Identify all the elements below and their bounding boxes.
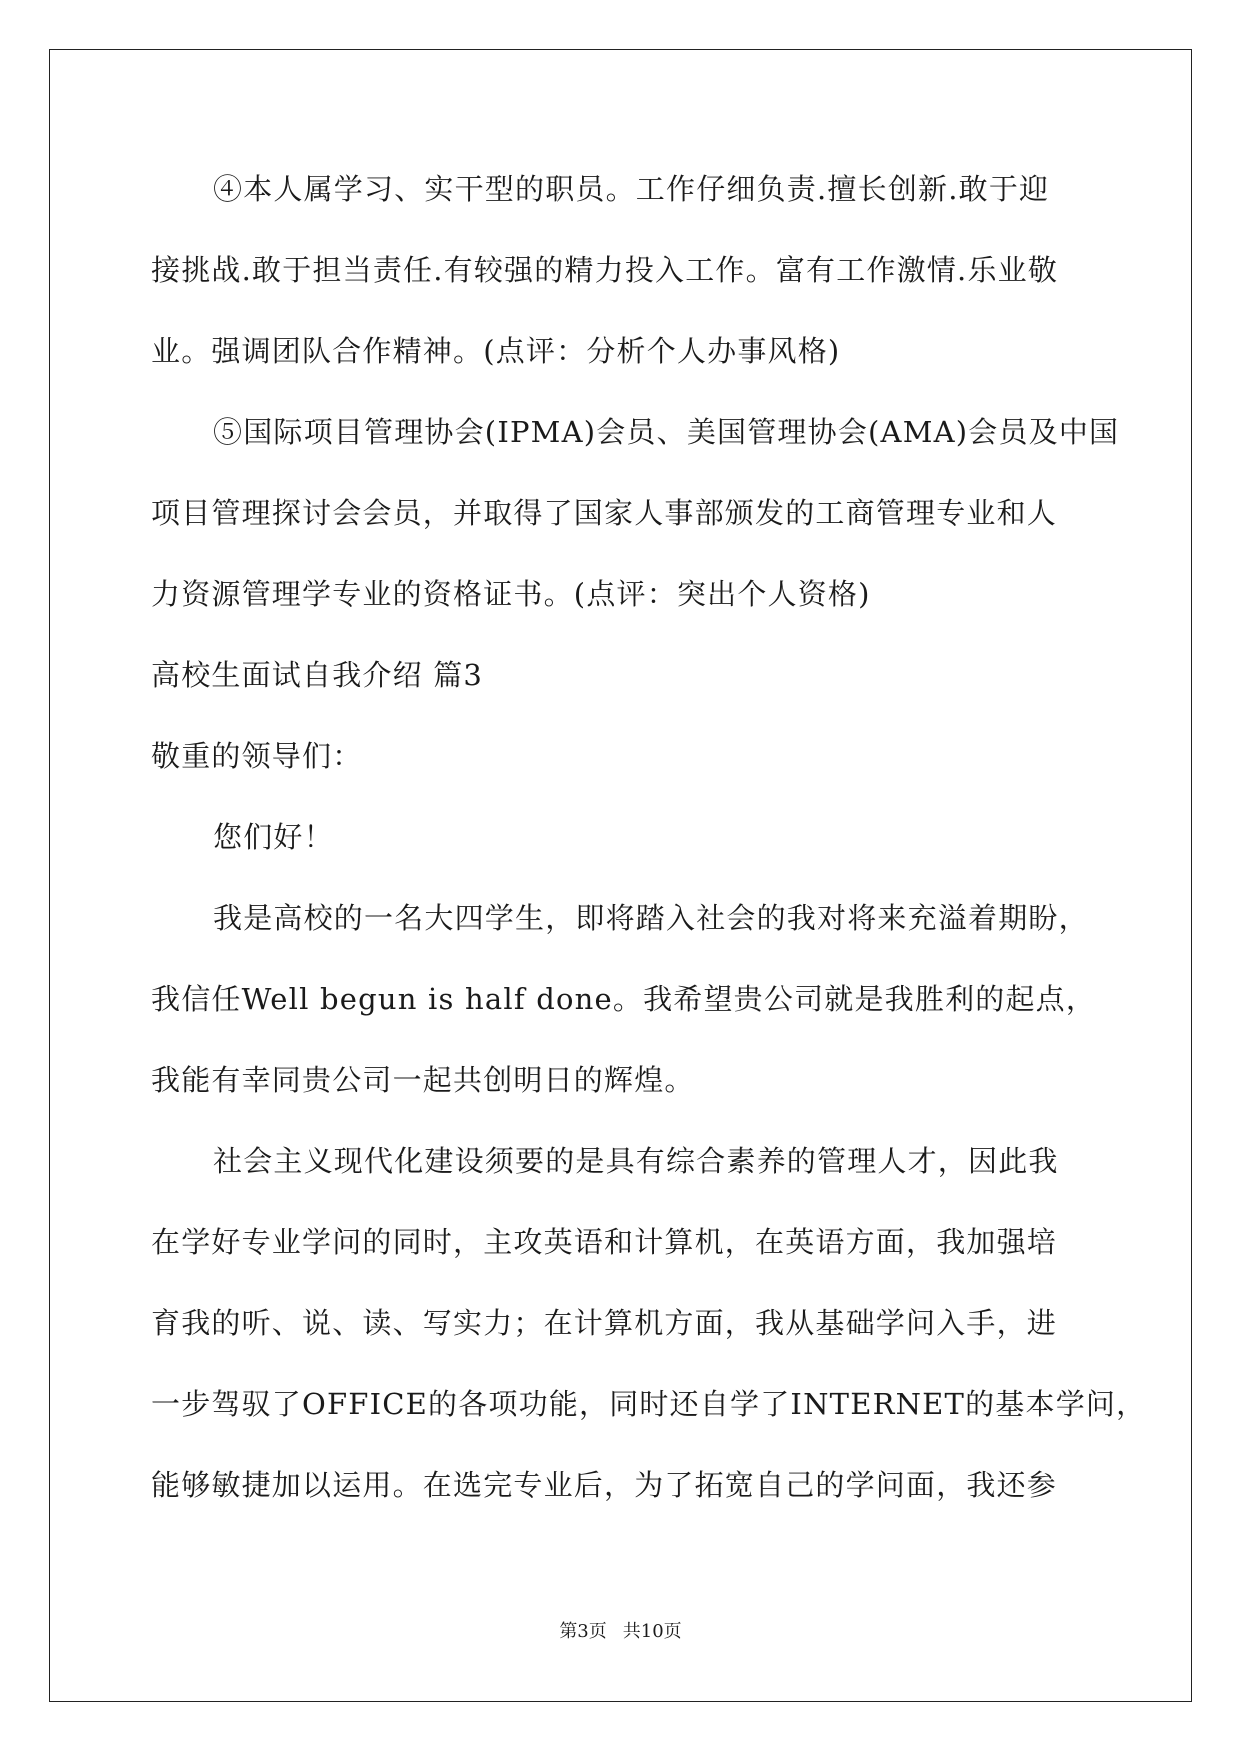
paragraph-line: 我能有幸同贵公司一起共创明日的辉煌。 xyxy=(151,1063,695,1097)
paragraph-line: 一步驾驭了OFFICE的各项功能，同时还自学了INTERNET的基本学问， xyxy=(151,1387,1147,1421)
page-footer xyxy=(0,1617,1241,1643)
paragraph-line: 在学好专业学问的同时，主攻英语和计算机，在英语方面，我加强培 xyxy=(151,1225,1058,1259)
paragraph-line: 项目管理探讨会会员，并取得了国家人事部颁发的工商管理专业和人 xyxy=(151,496,1058,530)
salutation: 敬重的领导们： xyxy=(151,739,363,773)
page-number: 第3页 xyxy=(559,1621,607,1642)
paragraph-line: 社会主义现代化建设须要的是具有综合素养的管理人才，因此我 xyxy=(213,1144,1059,1178)
paragraph-line: 业。强调团队合作精神。(点评：分析个人办事风格) xyxy=(151,334,841,368)
paragraph-line: 能够敏捷加以运用。在选完专业后，为了拓宽自己的学问面，我还参 xyxy=(151,1468,1058,1502)
paragraph-line: 我是高校的一名大四学生，即将踏入社会的我对将来充溢着期盼， xyxy=(213,901,1089,935)
document-body xyxy=(151,161,1147,1538)
paragraph-line: 接挑战.敢于担当责任.有较强的精力投入工作。富有工作激情.乐业敬 xyxy=(151,253,1059,287)
greeting: 您们好！ xyxy=(213,820,334,854)
section-heading: 高校生面试自我介绍 篇3 xyxy=(151,658,484,692)
paragraph-line: ④本人属学习、实干型的职员。工作仔细负责.擅长创新.敢于迎 xyxy=(213,172,1050,206)
paragraph-line: 力资源管理学专业的资格证书。(点评：突出个人资格) xyxy=(151,577,871,611)
paragraph-line: 育我的听、说、读、写实力；在计算机方面，我从基础学问入手，进 xyxy=(151,1306,1058,1340)
paragraph-line: ⑤国际项目管理协会(IPMA)会员、美国管理协会(AMA)会员及中国 xyxy=(213,415,1120,449)
page-total: 共10页 xyxy=(622,1621,682,1642)
paragraph-line: 我信任Well begun is half done。我希望贵公司就是我胜利的起点， xyxy=(151,982,1097,1016)
